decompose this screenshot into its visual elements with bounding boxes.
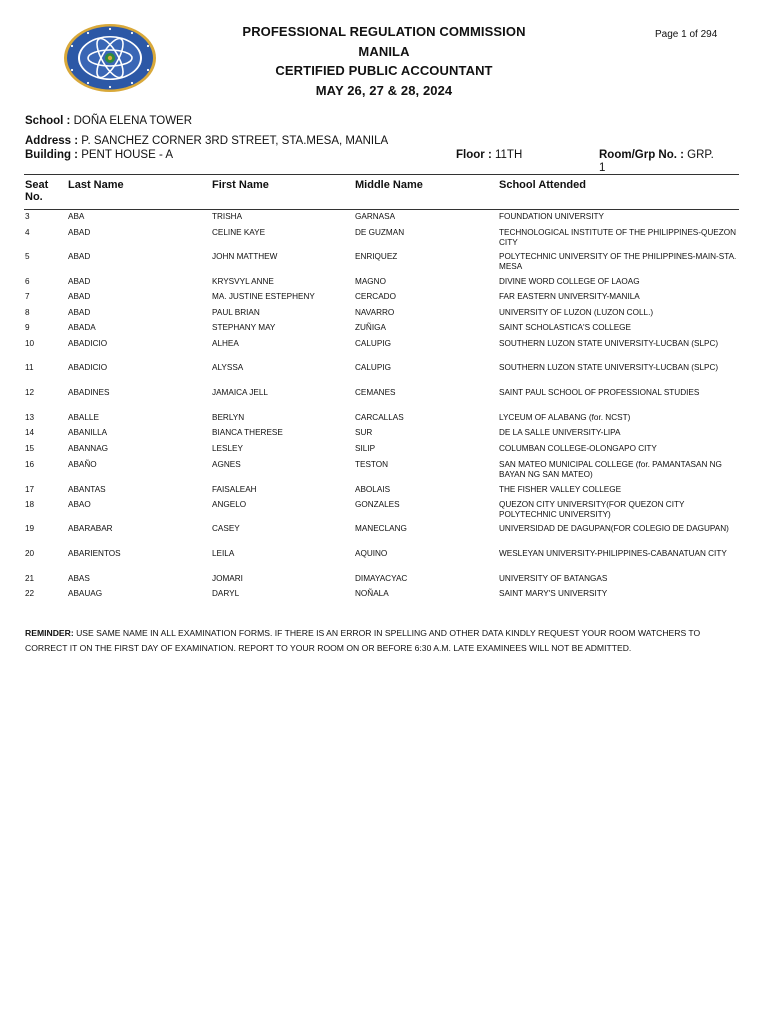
seat-cell: 7 <box>25 292 30 301</box>
seat-cell: 6 <box>25 277 30 286</box>
school-cell: UNIVERSIDAD DE DAGUPAN(FOR COLEGIO DE DAGUPAN) <box>499 524 729 533</box>
first-name-cell: BERLYN <box>212 413 245 422</box>
last-name-cell: ABADA <box>68 323 96 332</box>
room-value: GRP. <box>687 149 714 161</box>
first-name-cell: LESLEY <box>212 444 243 453</box>
seat-cell: 10 <box>25 339 35 348</box>
first-name-cell: DARYL <box>212 589 240 598</box>
middle-name-cell: GARNASA <box>355 212 396 221</box>
building-value: PENT HOUSE - A <box>81 149 174 161</box>
school-cell: FOUNDATION UNIVERSITY <box>499 212 604 221</box>
school-line <box>25 115 192 127</box>
table-top-rule <box>24 174 739 175</box>
last-name-cell: ABAD <box>68 292 91 301</box>
last-name-cell: ABADICIO <box>68 363 108 372</box>
middle-name-cell: CERCADO <box>355 292 396 301</box>
reminder-text: USE SAME NAME IN ALL EXAMINATION FORMS. IF THERE IS AN ERROR IN SPELLING AND OTHER DATA KINDLY REQUEST YOUR ROOM WATCHERS TO CORRECT IT ON THE FIRST DAY OF EXAMINATION. REPORT TO YOUR ROOM ON OR BEFORE 6:30 A.M. LATE EXAMINEES WILL NOT BE ADMITTED. <box>25 628 701 653</box>
school-cell: LYCEUM OF ALABANG (for. NCST) <box>499 413 631 422</box>
middle-name-cell: ABOLAIS <box>355 485 391 494</box>
school-cell: COLUMBAN COLLEGE-OLONGAPO CITY <box>499 444 657 453</box>
middle-name-cell: ZUÑIGA <box>355 323 386 332</box>
last-name-cell: ABAD <box>68 228 91 237</box>
first-name-cell: ANGELO <box>212 500 247 509</box>
header-school-attended: School Attended <box>499 179 586 191</box>
school-cell: POLYTECHNIC UNIVERSITY OF THE PHILIPPINES-MAIN-STA. MESA <box>499 252 737 271</box>
middle-name-cell: NOÑALA <box>355 589 389 598</box>
seat-cell: 8 <box>25 308 30 317</box>
document-header <box>0 22 768 100</box>
middle-name-cell: DIMAYACYAC <box>355 574 408 583</box>
reminder-note <box>25 626 740 656</box>
first-name-cell: CASEY <box>212 524 240 533</box>
header-middle-name: Middle Name <box>355 179 423 191</box>
last-name-cell: ABADICIO <box>68 339 108 348</box>
exam-title: CERTIFIED PUBLIC ACCOUNTANT <box>275 63 493 78</box>
school-cell: SAINT SCHOLASTICA'S COLLEGE <box>499 323 631 332</box>
seat-cell: 3 <box>25 212 30 221</box>
seat-cell: 19 <box>25 524 35 533</box>
header-seat <box>25 179 48 203</box>
seat-cell: 11 <box>25 363 34 372</box>
last-name-cell: ABAD <box>68 252 91 261</box>
middle-name-cell: TESTON <box>355 460 389 469</box>
first-name-cell: KRYSVYL ANNE <box>212 277 274 286</box>
first-name-cell: TRISHA <box>212 212 243 221</box>
middle-name-cell: CALUPIG <box>355 339 391 348</box>
address-line <box>25 135 388 147</box>
school-cell: SAINT MARY'S UNIVERSITY <box>499 589 608 598</box>
first-name-cell: JOHN MATTHEW <box>212 252 278 261</box>
last-name-cell: ABARABAR <box>68 524 113 533</box>
room-line <box>599 149 739 175</box>
last-name-cell: ABAD <box>68 308 91 317</box>
last-name-cell: ABANNAG <box>68 444 109 453</box>
school-cell: DIVINE WORD COLLEGE OF LAOAG <box>499 277 640 286</box>
floor-label: Floor : <box>456 149 492 161</box>
first-name-cell: BIANCA THERESE <box>212 428 283 437</box>
first-name-cell: PAUL BRIAN <box>212 308 260 317</box>
last-name-cell: ABAD <box>68 277 91 286</box>
first-name-cell: MA. JUSTINE ESTEPHENY <box>212 292 315 301</box>
header-seat-line1: Seat <box>25 179 49 191</box>
middle-name-cell: MANECLANG <box>355 524 407 533</box>
seat-cell: 21 <box>25 574 35 583</box>
seat-cell: 13 <box>25 413 35 422</box>
table-header-rule <box>24 209 739 210</box>
seat-cell: 16 <box>25 460 35 469</box>
floor-line <box>456 149 522 161</box>
school-cell: QUEZON CITY UNIVERSITY(FOR QUEZON CITY POLYTECHNIC UNIVERSITY) <box>499 500 685 519</box>
seat-cell: 22 <box>25 589 35 598</box>
school-cell: SAINT PAUL SCHOOL OF PROFESSIONAL STUDIES <box>499 388 700 397</box>
school-cell: SOUTHERN LUZON STATE UNIVERSITY-LUCBAN (SLPC) <box>499 339 719 348</box>
first-name-cell: JAMAICA JELL <box>212 388 268 397</box>
header-seat-line2: No. <box>25 191 43 203</box>
reminder-label: REMINDER: <box>25 628 74 638</box>
room-value-2: 1 <box>599 162 606 174</box>
last-name-cell: ABANTAS <box>68 485 106 494</box>
last-name-cell: ABAO <box>68 500 91 509</box>
first-name-cell: STEPHANY MAY <box>212 323 276 332</box>
school-value: DOÑA ELENA TOWER <box>73 115 193 127</box>
middle-name-cell: SILIP <box>355 444 376 453</box>
last-name-cell: ABAS <box>68 574 90 583</box>
last-name-cell: ABANILLA <box>68 428 108 437</box>
school-cell: DE LA SALLE UNIVERSITY-LIPA <box>499 428 621 437</box>
middle-name-cell: AQUINO <box>355 549 388 558</box>
header-first-name: First Name <box>212 179 269 191</box>
exam-dates: MAY 26, 27 & 28, 2024 <box>315 82 453 98</box>
last-name-cell: ABADINES <box>68 388 110 397</box>
seat-cell: 4 <box>25 228 30 237</box>
middle-name-cell: NAVARRO <box>355 308 395 317</box>
floor-value: 11TH <box>494 149 523 161</box>
middle-name-cell: CEMANES <box>355 388 396 397</box>
first-name-cell: ALYSSA <box>212 363 244 372</box>
middle-name-cell: SUR <box>355 428 373 437</box>
seat-cell: 14 <box>25 428 35 437</box>
last-name-cell: ABA <box>68 212 85 221</box>
last-name-cell: ABALLE <box>68 413 99 422</box>
school-cell: UNIVERSITY OF BATANGAS <box>499 574 608 583</box>
school-cell: WESLEYAN UNIVERSITY-PHILIPPINES-CABANATUAN CITY <box>499 549 727 558</box>
school-cell: THE FISHER VALLEY COLLEGE <box>499 485 622 494</box>
first-name-cell: LEILA <box>212 549 235 558</box>
seat-cell: 5 <box>25 252 30 261</box>
address-label: Address : <box>25 135 79 147</box>
school-label: School : <box>25 115 71 127</box>
seat-cell: 18 <box>25 500 35 509</box>
room-label: Room/Grp No. : <box>599 149 684 161</box>
middle-name-cell: DE GUZMAN <box>355 228 405 237</box>
last-name-cell: ABARIENTOS <box>68 549 121 558</box>
first-name-cell: FAISALEAH <box>212 485 257 494</box>
seat-cell: 20 <box>25 549 35 558</box>
seat-cell: 12 <box>25 388 35 397</box>
middle-name-cell: CALUPIG <box>355 363 391 372</box>
middle-name-cell: CARCALLAS <box>355 413 404 422</box>
last-name-cell: ABAUAG <box>68 589 103 598</box>
city-title: MANILA <box>358 43 410 59</box>
school-cell: SAN MATEO MUNICIPAL COLLEGE (for. PAMANTASAN NG BAYAN NG SAN MATEO) <box>499 460 722 479</box>
header-last-name: Last Name <box>68 179 124 191</box>
middle-name-cell: ENRIQUEZ <box>355 252 398 261</box>
school-cell: TECHNOLOGICAL INSTITUTE OF THE PHILIPPINES-QUEZON CITY <box>499 228 737 247</box>
school-cell: SOUTHERN LUZON STATE UNIVERSITY-LUCBAN (SLPC) <box>499 363 719 372</box>
first-name-cell: ALHEA <box>212 339 239 348</box>
middle-name-cell: GONZALES <box>355 500 400 509</box>
page-number: Page 1 of 294 <box>655 29 718 40</box>
address-value: P. SANCHEZ CORNER 3RD STREET, STA.MESA, MANILA <box>81 135 389 147</box>
building-line <box>25 149 173 161</box>
seat-cell: 17 <box>25 485 35 494</box>
first-name-cell: JOMARI <box>212 574 243 583</box>
last-name-cell: ABAÑO <box>68 460 97 469</box>
first-name-cell: AGNES <box>212 460 241 469</box>
seat-cell: 9 <box>25 323 30 332</box>
first-name-cell: CELINE KAYE <box>212 228 266 237</box>
school-cell: FAR EASTERN UNIVERSITY-MANILA <box>499 292 640 301</box>
school-cell: UNIVERSITY OF LUZON (LUZON COLL.) <box>499 308 654 317</box>
seat-cell: 15 <box>25 444 35 453</box>
commission-title: PROFESSIONAL REGULATION COMMISSION <box>242 24 526 39</box>
building-label: Building : <box>25 149 79 161</box>
middle-name-cell: MAGNO <box>355 277 386 286</box>
